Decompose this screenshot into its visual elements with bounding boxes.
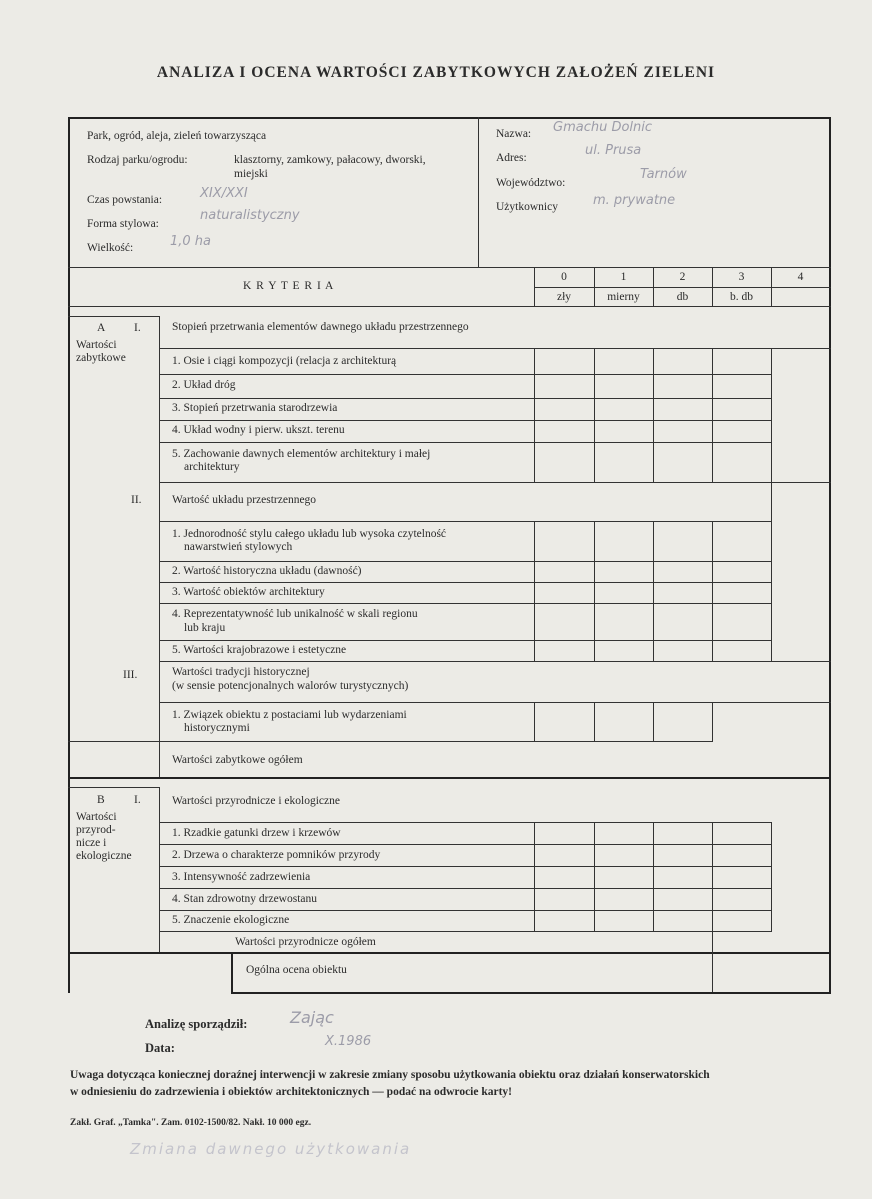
- nazwa-value: Gmachu Dolnic: [553, 120, 653, 135]
- rule: [594, 702, 595, 742]
- score-1-word: mierny: [607, 291, 640, 303]
- a-total-label: Wartości zabytkowe ogółem: [172, 754, 303, 766]
- rule: [159, 603, 772, 604]
- rule: [594, 348, 595, 483]
- rule: [159, 482, 831, 483]
- section-a-name-1: Wartości: [76, 339, 117, 351]
- section-a-roman-2: II.: [131, 494, 142, 506]
- rule: [712, 822, 713, 932]
- a2-item-2: 2. Wartość historyczna układu (dawność): [172, 565, 362, 577]
- score-1-num: 1: [620, 271, 627, 283]
- rule: [68, 316, 160, 317]
- rule: [653, 348, 654, 483]
- rule: [534, 287, 831, 288]
- rule: [159, 844, 772, 845]
- rule: [771, 822, 772, 932]
- score-3-num: 3: [738, 271, 745, 283]
- analiza-signature: Zając: [290, 1008, 334, 1027]
- score-2-num: 2: [679, 271, 686, 283]
- section-b-letter: B: [97, 794, 105, 806]
- kryteria-label: K R Y T E R I A: [243, 280, 335, 292]
- a-group-3-title-1: Wartości tradycji historycznej: [172, 666, 310, 678]
- a2-item-5: 5. Wartości krajobrazowe i estetyczne: [172, 644, 347, 656]
- b1-item-5: 5. Znaczenie ekologiczne: [172, 914, 290, 926]
- rule: [159, 702, 831, 703]
- rule: [478, 117, 479, 268]
- score-2-word: db: [676, 291, 689, 303]
- section-a-roman-1: I.: [134, 322, 141, 334]
- a2-item-1: 1. Jednorodność stylu całego układu lub wysoka czytelność: [172, 528, 447, 540]
- a1-item-5: 5. Zachowanie dawnych elementów architektury i małej: [172, 448, 431, 460]
- czas-label: Czas powstania:: [87, 194, 163, 206]
- note-line-2: w odniesieniu do zadrzewienia i obiektów architektonicznych — podać na odwrocie karty!: [70, 1086, 513, 1098]
- section-a-name-2: zabytkowe: [76, 352, 126, 364]
- adres-value: ul. Prusa: [585, 143, 642, 158]
- rule: [68, 117, 831, 119]
- rule: [159, 442, 772, 443]
- b1-item-3: 3. Intensywność zadrzewienia: [172, 871, 311, 883]
- a-group-2-title: Wartość układu przestrzennego: [172, 494, 317, 506]
- data-label: Data:: [145, 1041, 175, 1055]
- rule: [771, 348, 772, 483]
- b-total-label: Wartości przyrodnicze ogółem: [235, 936, 376, 948]
- score-3-word: b. db: [730, 291, 753, 303]
- rule: [594, 521, 595, 661]
- a2-item-1-cont: nawarstwień stylowych: [184, 541, 293, 553]
- rule: [68, 741, 713, 742]
- bottom-handwriting: Zmiana dawnego użytkowania: [130, 1140, 412, 1158]
- rule: [534, 521, 535, 661]
- rule: [829, 117, 831, 993]
- rule: [653, 521, 654, 661]
- rule: [159, 866, 772, 867]
- czas-value: XIX/XXI: [200, 186, 248, 201]
- section-b-roman-1: I.: [134, 794, 141, 806]
- score-4-num: 4: [797, 271, 804, 283]
- section-b-name-3: nicze i: [76, 837, 107, 849]
- wielkosc-value: 1,0 ha: [170, 234, 212, 249]
- section-b-name-2: przyrod-: [76, 824, 116, 836]
- rule: [159, 348, 831, 349]
- rule: [534, 702, 535, 742]
- uzytkownicy-label: Użytkownicy: [496, 201, 558, 213]
- a3-item-1-cont: historycznymi: [184, 722, 250, 734]
- rule: [712, 931, 713, 953]
- rule: [712, 952, 713, 994]
- a2-item-4-cont: lub kraju: [184, 622, 226, 634]
- rule: [68, 787, 160, 788]
- overall-label: Ogólna ocena obiektu: [246, 964, 347, 976]
- rule: [159, 374, 772, 375]
- a1-item-3: 3. Stopień przetrwania starodrzewia: [172, 402, 338, 414]
- rodzaj-label: Rodzaj parku/ogrodu:: [87, 154, 188, 166]
- a-group-1-title: Stopień przetrwania elementów dawnego układu przestrzennego: [172, 321, 469, 333]
- rule: [159, 787, 160, 953]
- b1-item-2: 2. Drzewa o charakterze pomników przyrody: [172, 849, 381, 861]
- a1-item-1: 1. Osie i ciągi kompozycji (relacja z architekturą: [172, 355, 397, 367]
- rule: [159, 420, 772, 421]
- rodzaj-options-2: miejski: [234, 168, 268, 180]
- b-group-1-title: Wartości przyrodnicze i ekologiczne: [172, 795, 340, 807]
- rule: [68, 117, 70, 993]
- forma-label: Forma stylowa:: [87, 218, 159, 230]
- rule: [159, 561, 772, 562]
- rule: [159, 640, 772, 641]
- rule: [159, 398, 772, 399]
- rule: [159, 521, 772, 522]
- note-line-1: Uwaga dotycząca koniecznej doraźnej interwencji w zakresie zmiany sposobu użytkowania obiektu oraz działań konserwatorskich: [70, 1069, 710, 1081]
- rule: [159, 661, 831, 662]
- rule: [712, 521, 713, 661]
- rule: [712, 348, 713, 483]
- adres-label: Adres:: [496, 152, 527, 164]
- wielkosc-label: Wielkość:: [87, 242, 134, 254]
- section-b-name-1: Wartości: [76, 811, 117, 823]
- rule: [159, 582, 772, 583]
- rodzaj-options: klasztorny, zamkowy, pałacowy, dworski,: [234, 154, 426, 166]
- a2-item-3: 3. Wartość obiektów architektury: [172, 586, 325, 598]
- b1-item-4: 4. Stan zdrowotny drzewostanu: [172, 893, 317, 905]
- page-title: ANALIZA I OCENA WARTOŚCI ZABYTKOWYCH ZAŁOŻEŃ ZIELENI: [156, 64, 716, 81]
- wojewodztwo-label: Województwo:: [496, 177, 566, 189]
- rule: [231, 952, 233, 994]
- analiza-label: Analizę sporządził:: [145, 1017, 248, 1031]
- a1-item-4: 4. Układ wodny i pierw. ukszt. terenu: [172, 424, 345, 436]
- rule: [534, 348, 535, 483]
- section-a-letter: A: [97, 322, 106, 334]
- a2-item-4: 4. Reprezentatywność lub unikalność w skali regionu: [172, 608, 418, 620]
- rule: [159, 910, 772, 911]
- data-value: X.1986: [325, 1034, 372, 1049]
- rule: [159, 316, 160, 778]
- rule: [653, 822, 654, 932]
- rule: [159, 931, 772, 932]
- uzytkownicy-value: m. prywatne: [593, 193, 676, 208]
- rule: [68, 267, 831, 268]
- a3-item-1: 1. Związek obiektu z postaciami lub wydarzeniami: [172, 709, 407, 721]
- rule: [534, 822, 535, 932]
- rule: [231, 992, 831, 994]
- rule: [68, 952, 831, 954]
- park-label: Park, ogród, aleja, zieleń towarzysząca: [87, 130, 267, 142]
- forma-value: naturalistyczny: [200, 208, 300, 223]
- rule: [68, 777, 831, 779]
- a1-item-2: 2. Układ dróg: [172, 379, 236, 391]
- b1-item-1: 1. Rzadkie gatunki drzew i krzewów: [172, 827, 341, 839]
- score-0-word: zły: [556, 291, 572, 303]
- rule: [159, 888, 772, 889]
- rule: [68, 306, 831, 307]
- rule: [712, 702, 713, 742]
- rule: [159, 822, 772, 823]
- wojewodztwo-value: Tarnów: [640, 167, 687, 182]
- section-b-name-4: ekologiczne: [76, 850, 132, 862]
- rule: [594, 822, 595, 932]
- rule: [771, 483, 772, 661]
- printer-footer: Zakł. Graf. „Tamka". Zam. 0102-1500/82. Nakł. 10 000 egz.: [70, 1118, 312, 1128]
- rule: [653, 702, 654, 742]
- score-0-num: 0: [561, 271, 567, 283]
- section-a-roman-3: III.: [123, 669, 138, 681]
- nazwa-label: Nazwa:: [496, 128, 532, 140]
- a1-item-5-cont: architektury: [184, 461, 240, 473]
- a-group-3-title-2: (w sensie potencjonalnych walorów turystycznych): [172, 680, 409, 692]
